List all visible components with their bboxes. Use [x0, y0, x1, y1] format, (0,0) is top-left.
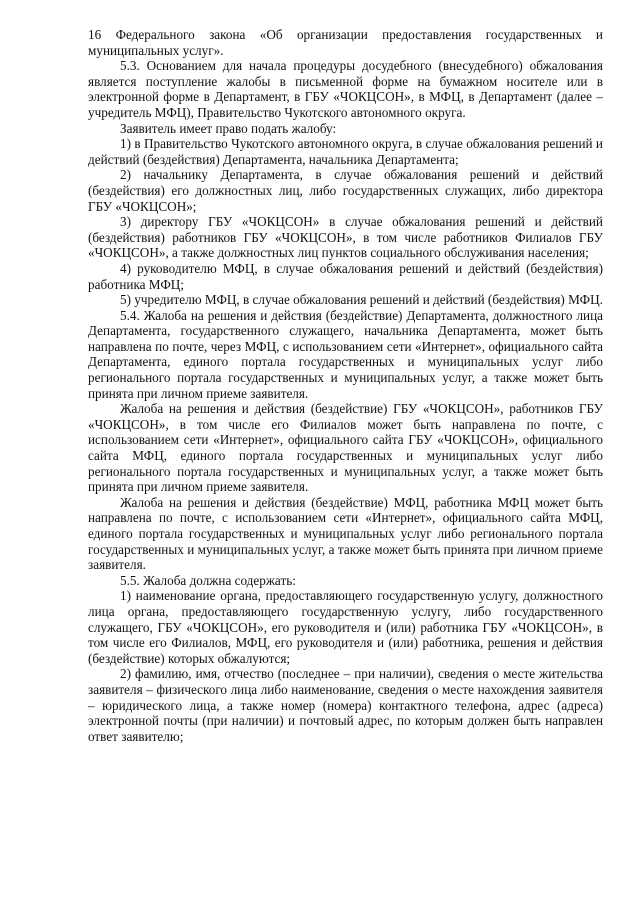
paragraph-5-5: 5.5. Жалоба должна содержать:	[120, 572, 296, 588]
list-item-content-1: 1) наименование органа, предоставляющего государственную услугу, должностного лица органа, предоставляющего государственную услугу, либо государственного служащего, ГБУ «ЧОКЦСОН», его руководителя и (или) работника ГБУ «ЧОКЦСОН», в том числе его Филиалов, МФЦ, его руководителя и (или) работника, решения и действия (бездействие) которых обжалуются;	[88, 588, 603, 666]
list-item-4-mfc-head: 4) руководителю МФЦ, в случае обжалования решений и действий (бездействия) работника МФЦ;	[88, 260, 603, 292]
paragraph-complaint-mfc: Жалоба на решения и действия (бездействие) МФЦ, работника МФЦ может быть направлена по почте, с использованием сети «Интернет», официального сайта МФЦ, единого портала государственных и муниципальных услуг либо регионального портала государственных и муниципальных услуг, а также может быть принята при личном приеме заявителя.	[88, 494, 603, 573]
list-item-3-director: 3) директору ГБУ «ЧОКЦСОН» в случае обжалования решений и действий (бездействия) работников ГБУ «ЧОКЦСОН», в том числе работников Филиалов ГБУ «ЧОКЦСОН», а также должностных лиц пунктов социального обслуживания населения;	[88, 214, 603, 261]
paragraph-complaint-gbu: Жалоба на решения и действия (бездействие) ГБУ «ЧОКЦСОН», работников ГБУ «ЧОКЦСОН», в том числе его Филиалов может быть направлена по почте, с использованием сети «Интернет», официального сайта ГБУ «ЧОКЦСОН», официального сайта МФЦ, единого портала государственных и муниципальных услуг либо регионального портала государственных и муниципальных услуг, а также может быть принята при личном приеме заявителя.	[88, 401, 603, 495]
list-item-content-2: 2) фамилию, имя, отчество (последнее – при наличии), сведения о месте жительства заявителя – физического лица либо наименование, сведения о месте нахождения заявителя – юридического лица, а также номер (номера) контактного телефона, адрес (адреса) электронной почты (при наличии) и почтовый адрес, по которым должен быть направлен ответ заявителю;	[88, 666, 603, 744]
paragraph-5-4: 5.4. Жалоба на решения и действия (бездействие) Департамента, должностного лица Департамента, государственного служащего, начальника Департамента, может быть направлена по почте, через МФЦ, с использованием сети «Интернет», официального сайта Департамента, единого портала государственных и муниципальных услуг либо регионального портала государственных и муниципальных услуг, а также может быть принята при личном приеме заявителя.	[88, 307, 603, 401]
paragraph-complaint-right: Заявитель имеет право подать жалобу:	[120, 120, 337, 136]
paragraph-law-reference-continued: 16 Федерального закона «Об организации предоставления государственных и муниципальных услуг».	[88, 27, 603, 58]
paragraph-5-3: 5.3. Основанием для начала процедуры досудебного (внесудебного) обжалования является поступление жалобы в письменной форме на бумажном носителе или в электронной форме в Департамент, в ГБУ «ЧОКЦСОН», в МФЦ, в Департамент (далее – учредитель МФЦ), Правительство Чукотского автономного округа.	[88, 58, 603, 120]
list-item-1-government: 1) в Правительство Чукотского автономного округа, в случае обжалования решений и действий (бездействия) Департамента, начальника Департамента;	[88, 136, 603, 167]
list-item-5-mfc-founder: 5) учредителю МФЦ, в случае обжалования решений и действий (бездействия) МФЦ.	[120, 292, 603, 308]
list-item-2-department-head: 2) начальнику Департамента, в случае обжалования решений и действий (бездействия) его должностных лиц, либо государственных служащих, либо директора ГБУ «ЧОКЦСОН»;	[88, 167, 603, 214]
